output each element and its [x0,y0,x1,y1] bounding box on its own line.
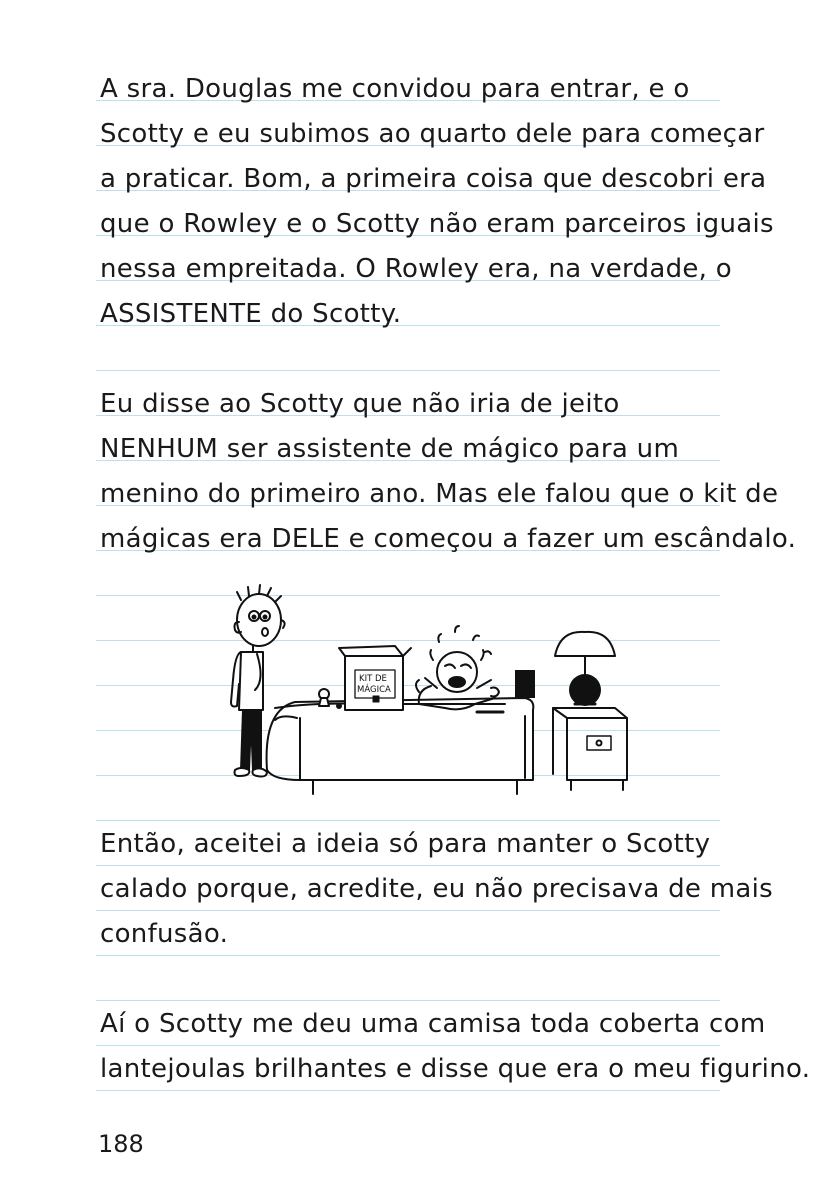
text-line: Scotty e eu subimos ao quarto dele para começar [100,119,765,149]
text-line: ASSISTENTE do Scotty. [100,299,402,329]
crying-child-figure [416,626,499,709]
ruled-line [96,910,720,911]
ruled-line [96,1090,720,1091]
text-line: Então, aceitei a ideia só para manter o Scotty [100,829,711,859]
box-label-line2: MÁGICA [357,685,391,695]
ruled-line [96,865,720,866]
ruled-line [96,1000,720,1001]
text-line: que o Rowley e o Scotty não eram parceiros iguais [100,209,774,239]
ruled-line [96,955,720,956]
illustration-magic-kit-scene [205,580,640,800]
nightstand-with-lamp [553,632,627,790]
ruled-line [96,370,720,371]
text-line: Eu disse ao Scotty que não iria de jeito [100,389,620,419]
text-line: A sra. Douglas me convidou para entrar, e o [100,74,690,104]
text-line: nessa empreitada. O Rowley era, na verdade, o [100,254,733,284]
text-line: confusão. [100,919,229,949]
ruled-line [96,1045,720,1046]
text-line: calado porque, acredite, eu não precisava de mais [100,874,774,904]
text-line: menino do primeiro ano. Mas ele falou que o kit de [100,479,779,509]
magic-kit-box [339,646,411,710]
ruled-line [96,820,720,821]
page-number: 188 [98,1130,144,1158]
text-line: Aí o Scotty me deu uma camisa toda coberta com [100,1009,766,1039]
text-line: mágicas era DELE e começou a fazer um escândalo. [100,524,797,554]
text-line: a praticar. Bom, a primeira coisa que descobri era [100,164,767,194]
box-label-line1: KIT DE [359,674,387,684]
text-line: lantejoulas brilhantes e disse que era o meu figurino. [100,1054,811,1084]
text-line: NENHUM ser assistente de mágico para um [100,434,680,464]
